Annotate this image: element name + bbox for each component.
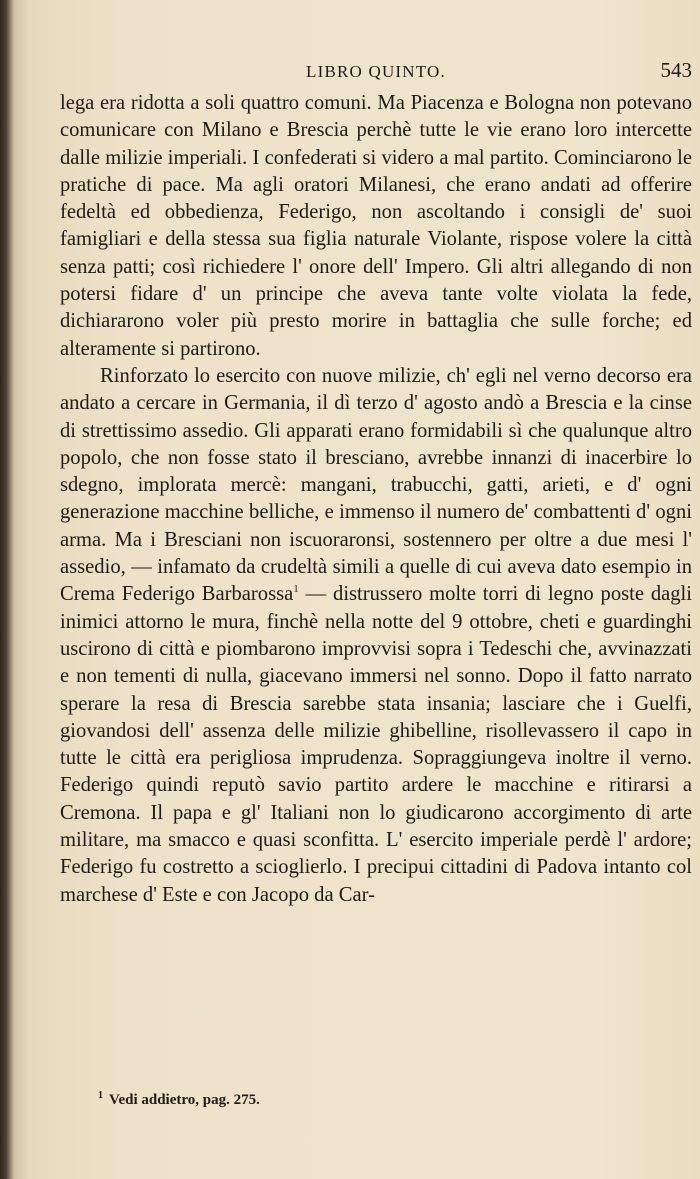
footnote-marker: 1	[293, 583, 299, 596]
footnote-number: 1	[98, 1090, 103, 1101]
paragraph-text: — distrussero molte torri di legno poste dagli inimici attorno le mura, finchè nella notte del 9 ottobre, cheti e guardinghi uscirono di città e piombarono improvvisi sopra i Tedeschi che, avvinazzati e non tementi di nulla, giacevano immersi nel sonno. Dopo il fatto narrato sperare la resa di Brescia sarebbe stata insania; lasciare che i Guelfi, giovandosi dell' assenza delle milizie ghibelline, risollevassero il capo in tutte le città era perigliosa imprudenza. Sopraggiungeva inoltre il verno. Federigo quindi reputò savio partito ardere le macchine e ritirarsi a Cremona. Il papa e gl' Italiani non lo giudicarono accorgimento di arte militare, ma smacco e quasi sconfitta. L' esercito imperiale perdè l' ardore; Federigo fu costretto a scioglierlo. I precipui cittadini di Padova intanto col marchese d' Este e con Jacopo da Car-	[60, 583, 693, 906]
footnote	[98, 1090, 260, 1109]
main-text	[60, 90, 692, 909]
paragraph	[60, 363, 692, 909]
paragraph: lega era ridotta a soli quattro comuni. Ma Piacenza e Bologna non potevano comunicare con Milano e Brescia perchè tutte le vie erano loro intercette dalle milizie imperiali. I confederati si videro a mal partito. Cominciarono le pratiche di pace. Ma agli oratori Milanesi, che erano andati ad offerire fedeltà ed obbedienza, Federigo, non ascoltando i consigli de' suoi famigliari e della stessa sua figlia naturale Violante, rispose volere la città senza patti; così richiedere l' onore dell' Impero. Gli altri allegando di non potersi fidare d' un principe che aveva tante volte violata la fede, dichiararono voler più presto morire in battaglia che sulle forche; ed alteramente si partirono.	[60, 92, 692, 360]
footnote-text: Vedi addietro, pag. 275.	[109, 1092, 260, 1108]
running-title: LIBRO QUINTO.	[306, 62, 446, 81]
page-number: 543	[660, 58, 692, 82]
paragraph-text: Rinforzato lo esercito con nuove milizie, ch' egli nel verno decorso era andato a cercare in Germania, il dì terzo d' agosto andò a Brescia e la cinse di strettissimo assedio. Gli apparati erano formidabili sì che qualunque altro popolo, che non fosse stato il bresciano, avrebbe innanzi di inacerbire lo sdegno, implorata mercè: mangani, trabucchi, gatti, arieti, e d' ogni generazione macchine belliche, e immenso il numero de' combattenti d' ogni arma. Ma i Bresciani non iscuoraronsi, sostennero per oltre a due mesi l' assedio, — infamato da crudeltà simili a quelle di cui aveva dato esempio in Crema Federigo Barbarossa	[60, 364, 692, 606]
page-header	[60, 58, 692, 86]
